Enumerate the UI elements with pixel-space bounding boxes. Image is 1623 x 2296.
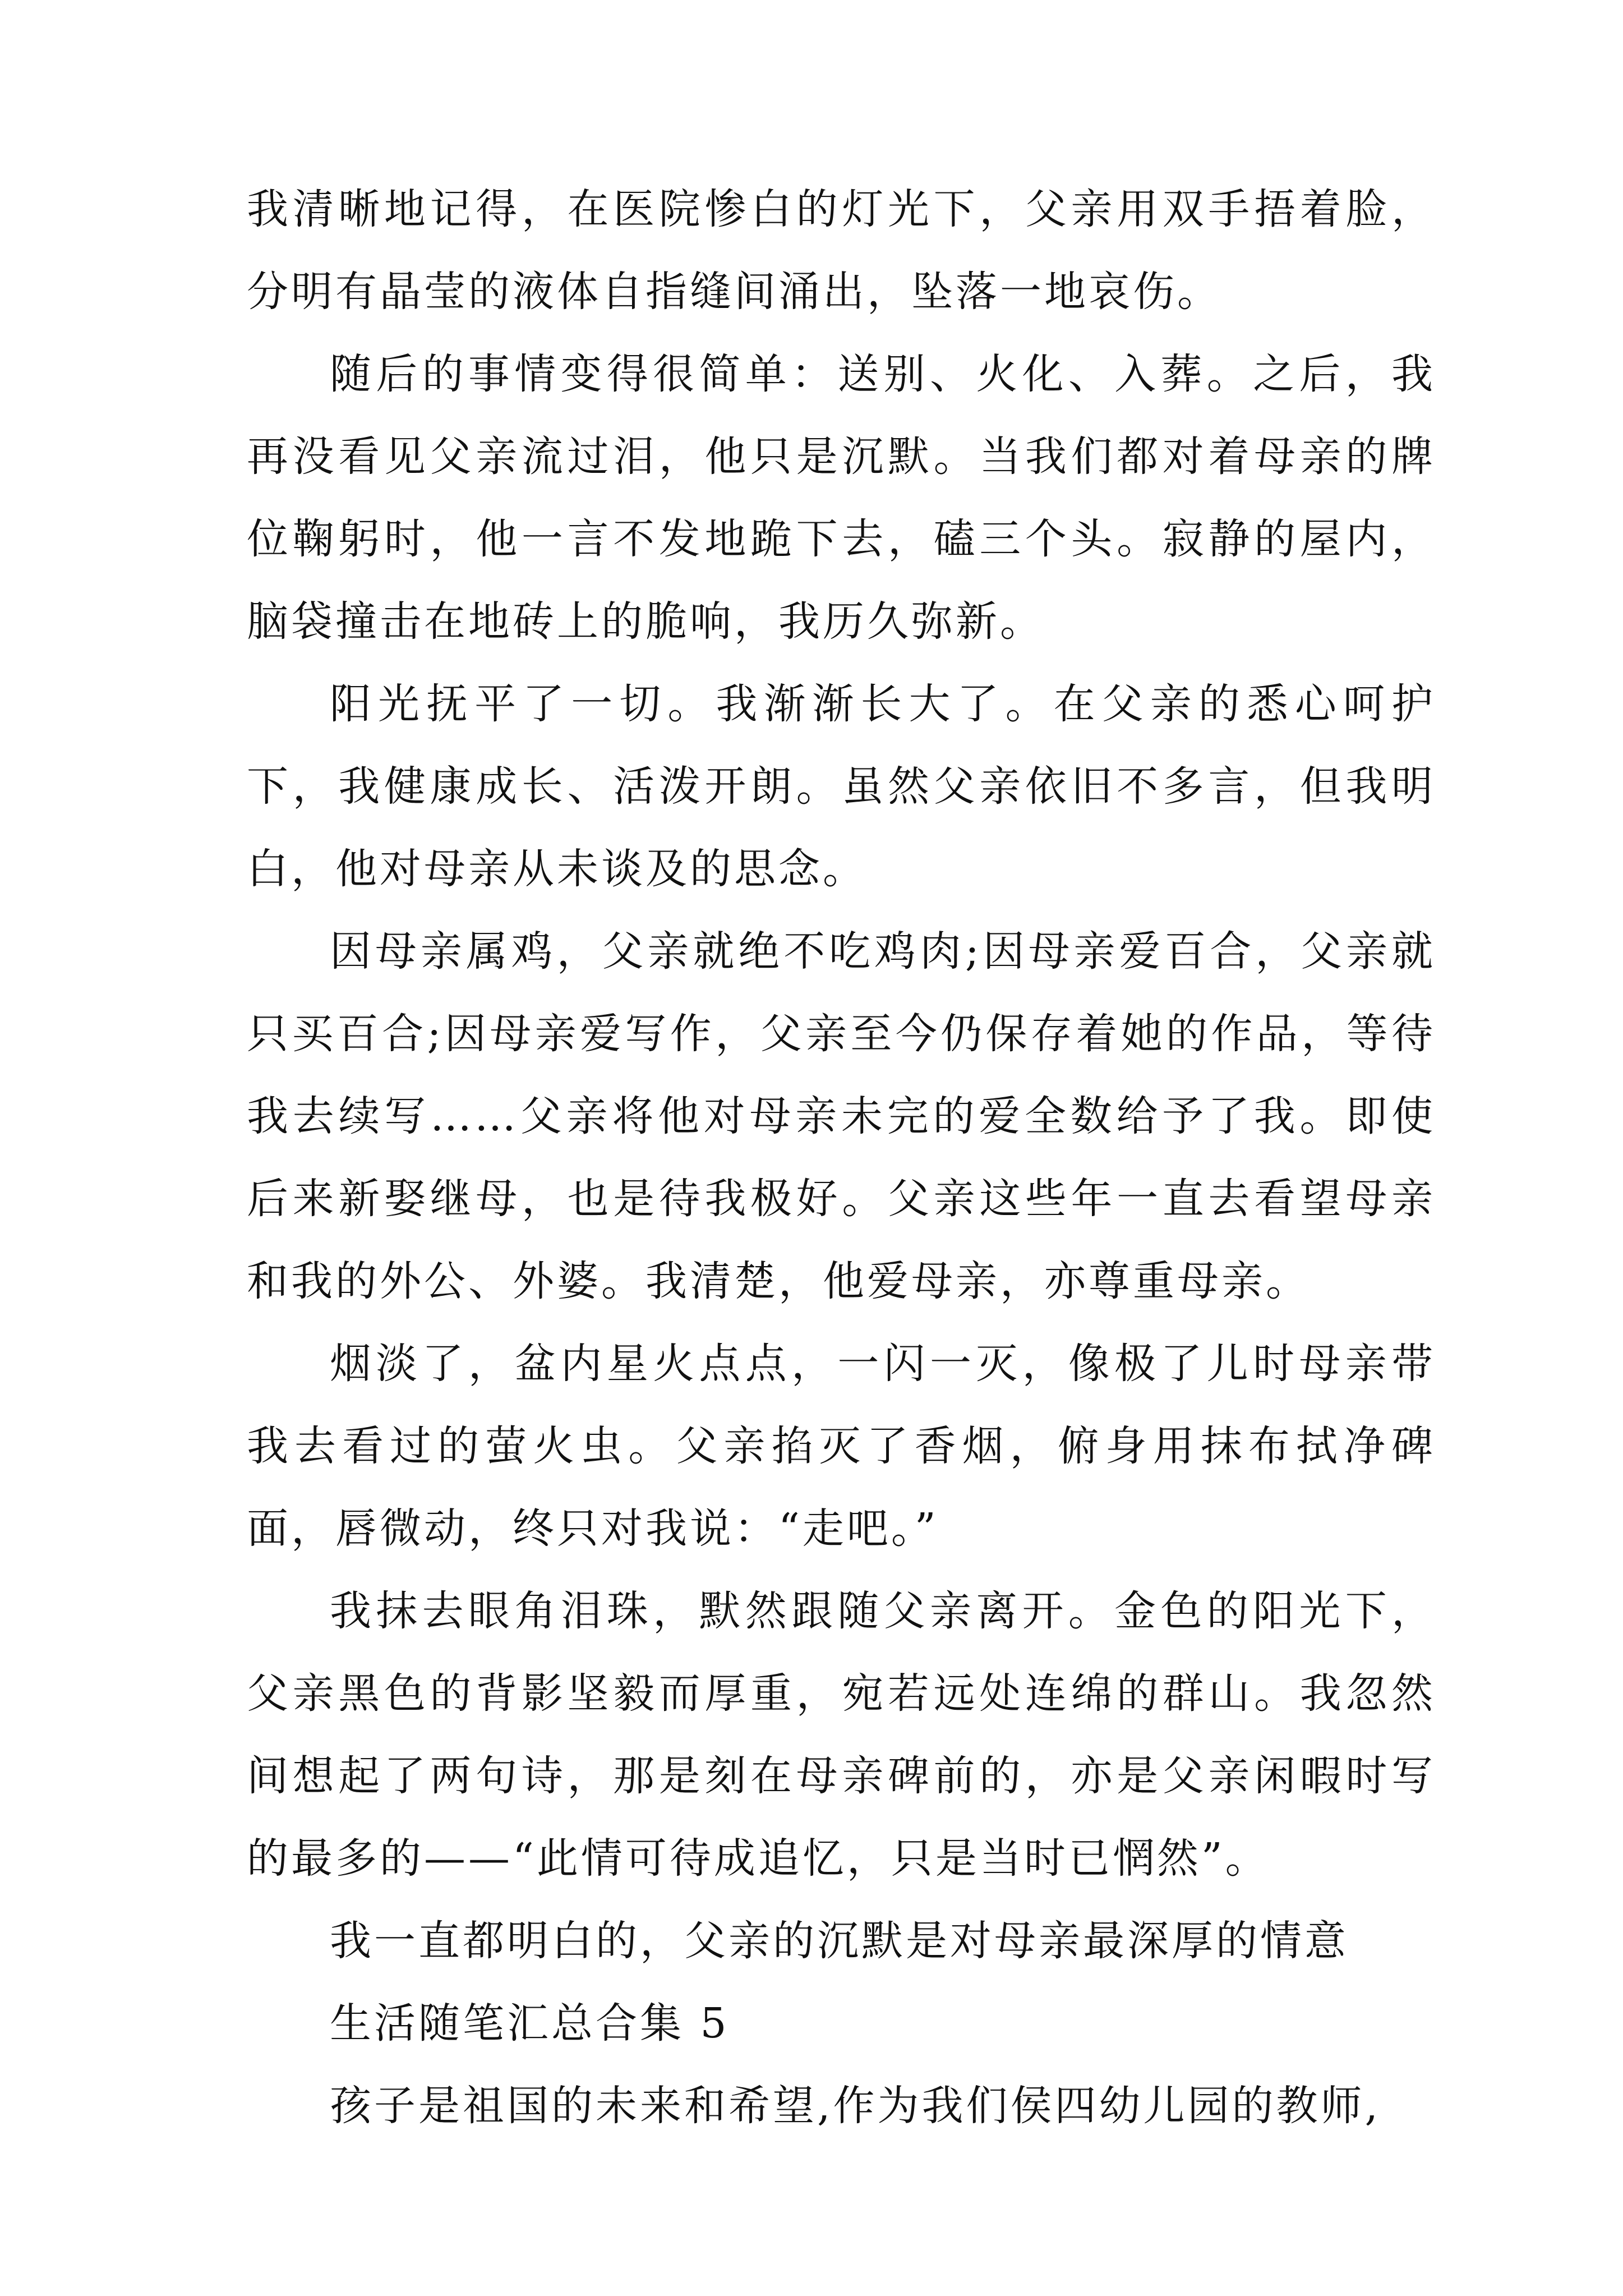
paragraph-funeral: 随后的事情变得很简单：送别、火化、入葬。之后，我再没看见父亲流过泪，他只是沉默。当我们都对着母亲的牌位鞠躬时，他一言不发地跪下去，磕三个头。寂静的屋内，脑袋撞击在地砖上的脆响，我历久弥新。: [247, 350, 1436, 646]
paragraph-conclusion: 我一直都明白的，父亲的沉默是对母亲最深厚的情意: [330, 1917, 1349, 1965]
section-heading: 生活随笔汇总合集 5: [330, 1999, 730, 2047]
paragraph-mother-habits: 因母亲属鸡，父亲就绝不吃鸡肉;因母亲爱百合，父亲就只买百合;因母亲爱写作，父亲至今仍保存着她的作品，等待我去续写……父亲将他对母亲未完的爱全数给予了我。即使后来新娶继母，也是待我极好。父亲这些年一直去看望母亲和我的外公、外婆。我清楚，他爱母亲，亦尊重母亲。: [247, 927, 1436, 1305]
paragraph-next-essay: 孩子是祖国的未来和希望,作为我们侯四幼儿园的教师,: [330, 2082, 1381, 2130]
paragraph-leaving: 我抹去眼角泪珠，默然跟随父亲离开。金色的阳光下，父亲黑色的背影坚毅而厚重，宛若远处连绵的群山。我忽然间想起了两句诗，那是刻在母亲碑前的，亦是父亲闲暇时写的最多的——“此情可待成追忆，只是当时已惘然”。: [247, 1587, 1436, 1883]
paragraph-hospital-memory: 我清晰地记得，在医院惨白的灯光下，父亲用双手捂着脸，分明有晶莹的液体自指缝间涌出，坠落一地哀伤。: [247, 185, 1436, 316]
paragraph-growing-up: 阳光抚平了一切。我渐渐长大了。在父亲的悉心呵护下，我健康成长、活泼开朗。虽然父亲依旧不多言，但我明白，他对母亲从未谈及的思念。: [247, 680, 1436, 893]
paragraph-smoke-fades: 烟淡了，盆内星火点点，一闪一灭，像极了儿时母亲带我去看过的萤火虫。父亲掐灭了香烟，俯身用抹布拭净碑面，唇微动，终只对我说：“走吧。”: [247, 1340, 1436, 1553]
article-body: [247, 168, 1436, 2147]
